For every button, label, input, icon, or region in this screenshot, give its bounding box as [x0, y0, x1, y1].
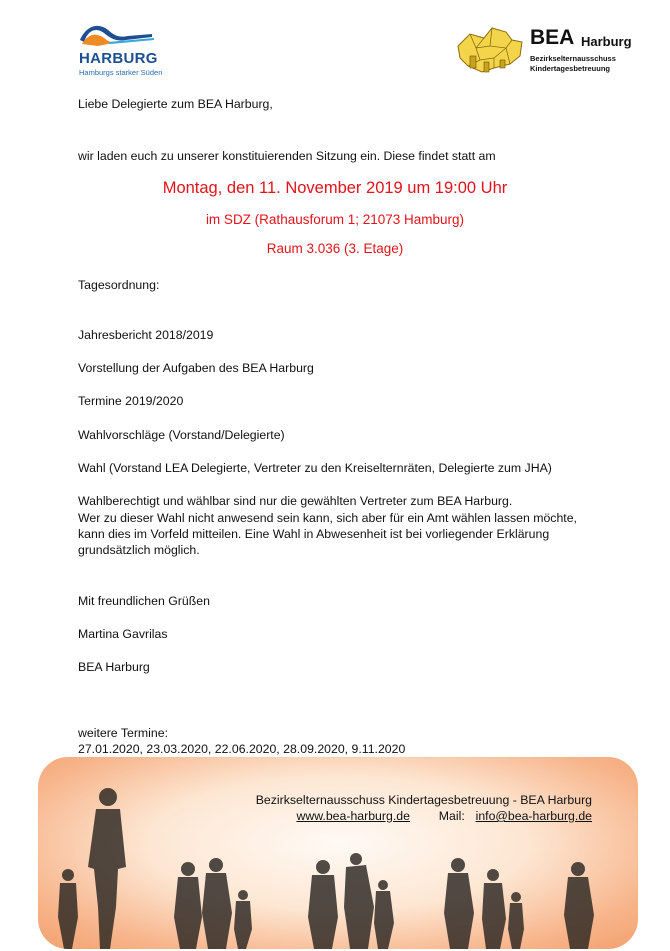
bea-logo	[454, 24, 644, 84]
signature-org: BEA Harburg	[78, 660, 150, 674]
harburg-logo-name: HARBURG	[79, 50, 158, 67]
paragraph-line: Wer zu dieser Wahl nicht anwesend sein kann, sich aber für ein Amt wählen lassen möchte,	[78, 511, 577, 525]
bea-logo-title: BEA	[530, 26, 575, 49]
footer-banner	[38, 757, 638, 949]
intro-text: wir laden euch zu unserer konstituierenden Sitzung ein. Diese findet statt am	[78, 149, 496, 163]
closing: Mit freundlichen Grüßen	[78, 594, 210, 608]
harburg-swoosh-icon	[78, 22, 158, 52]
bea-logo-city: Harburg	[581, 34, 632, 49]
more-dates-label: weitere Termine:	[78, 726, 168, 740]
website-link[interactable]: www.bea-harburg.de	[296, 809, 410, 823]
agenda-item: Wahlvorschläge (Vorstand/Delegierte)	[78, 428, 285, 442]
footer-org: Bezirkselternausschuss Kindertagesbetreuung - BEA Harburg	[255, 793, 592, 807]
meeting-location: im SDZ (Rathausforum 1; 21073 Hamburg)	[205, 212, 465, 227]
agenda-item: Jahresbericht 2018/2019	[78, 328, 214, 342]
bea-logo-line2: Kindertagesbetreuung	[530, 64, 611, 73]
salutation: Liebe Delegierte zum BEA Harburg,	[78, 97, 273, 111]
bea-logo-line1: Bezirkselternausschuss	[530, 54, 616, 63]
paragraph-line: grundsätzlich möglich.	[78, 543, 200, 557]
agenda-item: Wahl (Vorstand LEA Delegierte, Vertreter zu den Kreiselternräten, Delegierte zum JHA)	[78, 461, 552, 475]
meeting-date: Montag, den 11. November 2019 um 19:00 Uhr	[162, 179, 508, 197]
harburg-logo	[78, 22, 168, 82]
more-dates: 27.01.2020, 23.03.2020, 22.06.2020, 28.09.2020, 9.11.2020	[78, 742, 406, 756]
agenda-heading: Tagesordnung:	[78, 278, 160, 292]
paragraph-line: kann dies im Vorfeld mitteilen. Eine Wahl in Abwesenheit ist bei vorliegender Erklärung	[78, 527, 550, 541]
meeting-room: Raum 3.036 (3. Etage)	[266, 241, 404, 256]
family-silhouettes-icon	[38, 757, 638, 949]
signature-name: Martina Gavrilas	[78, 627, 168, 641]
agenda-item: Vorstellung der Aufgaben des BEA Harburg	[78, 361, 314, 375]
bea-map-icon	[454, 24, 526, 76]
paragraph-line: Wahlberechtigt und wählbar sind nur die gewählten Vertreter zum BEA Harburg.	[78, 494, 513, 508]
mail-label: Mail:	[438, 809, 465, 823]
email-link[interactable]: info@bea-harburg.de	[475, 809, 592, 823]
agenda-item: Termine 2019/2020	[78, 394, 184, 408]
footer-contact	[296, 809, 592, 823]
harburg-logo-tagline: Hamburgs starker Süden	[79, 68, 163, 77]
